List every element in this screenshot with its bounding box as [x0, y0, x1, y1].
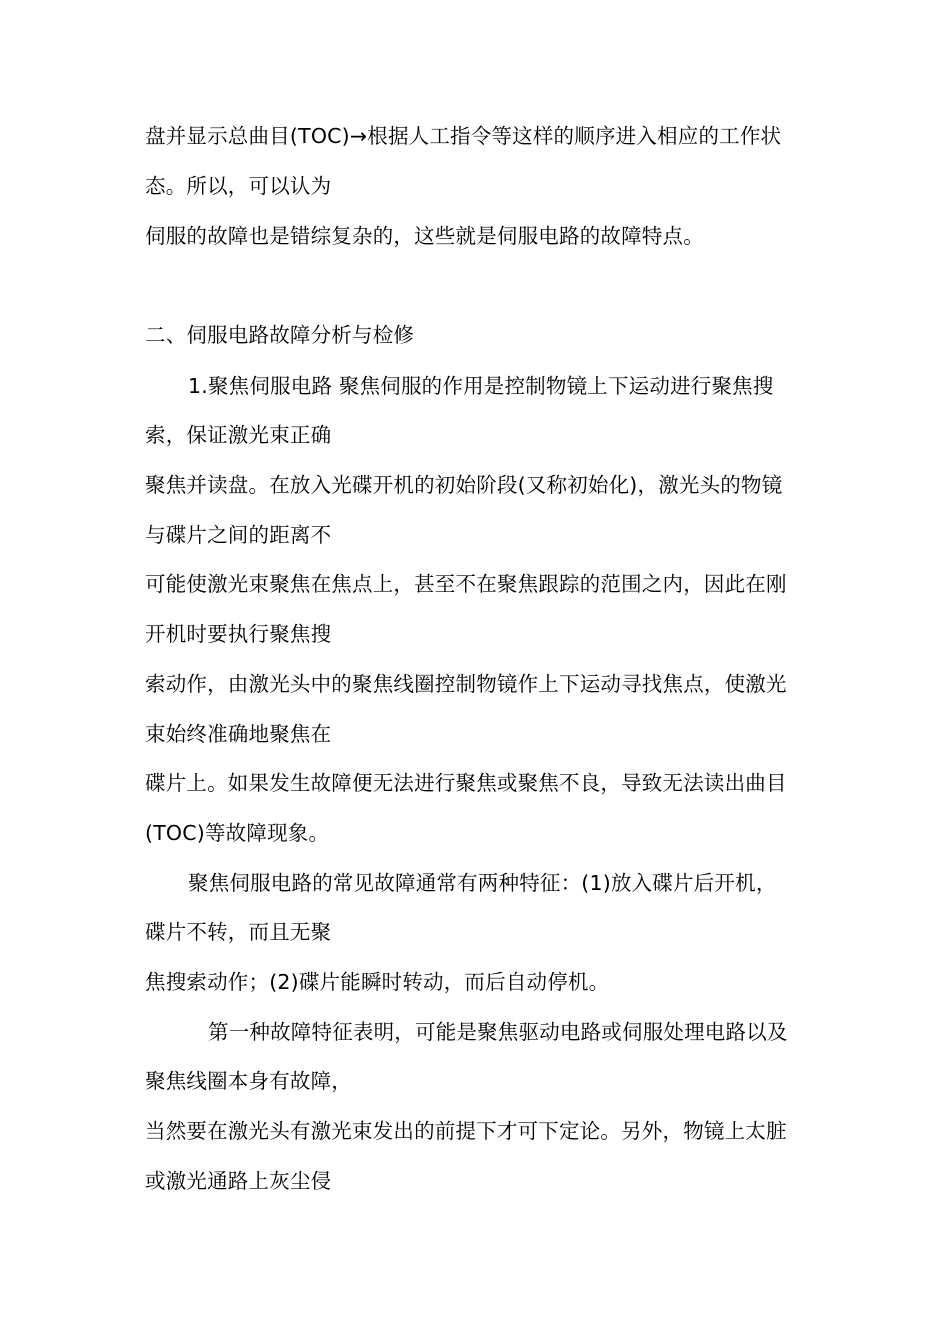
text-line-6: 索，保证激光束正确 — [145, 423, 332, 447]
text-line-3: 伺服的故障也是错综复杂的，这些就是伺服电路的故障特点。 — [145, 224, 704, 248]
text-line-8: 与碟片之间的距离不 — [145, 523, 332, 547]
text-line-2: 态。所以，可以认为 — [145, 174, 332, 198]
text-line-5: 1.聚焦伺服电路 聚焦伺服的作用是控制物镜上下运动进行聚焦搜 — [188, 374, 774, 398]
text-line-21: 或激光通路上灰尘侵 — [145, 1169, 332, 1193]
text-line-9: 可能使激光束聚焦在焦点上，甚至不在聚焦跟踪的范围之内，因此在刚 — [145, 572, 787, 596]
text-line-1: 盘并显示总曲目(TOC)→根据人工指令等这样的顺序进入相应的工作状 — [145, 124, 782, 148]
text-line-11: 索动作，由激光头中的聚焦线圈控制物镜作上下运动寻找焦点，使激光 — [145, 672, 787, 696]
section-heading: 二、伺服电路故障分析与检修 — [145, 323, 415, 347]
text-line-18: 第一种故障特征表明，可能是聚焦驱动电路或伺服处理电路以及 — [208, 1020, 788, 1044]
text-line-14: (TOC)等故障现象。 — [145, 821, 330, 845]
text-line-16: 碟片不转，而且无聚 — [145, 920, 332, 944]
text-line-15: 聚焦伺服电路的常见故障通常有两种特征：(1)放入碟片后开机， — [188, 871, 777, 895]
text-line-19: 聚焦线圈本身有故障， — [145, 1069, 352, 1093]
text-line-7: 聚焦并读盘。在放入光碟开机的初始阶段(又称初始化)，激光头的物镜 — [145, 473, 783, 497]
text-line-13: 碟片上。如果发生故障便无法进行聚焦或聚焦不良，导致无法读出曲目 — [145, 771, 787, 795]
text-line-10: 开机时要执行聚焦搜 — [145, 622, 332, 646]
text-line-12: 束始终准确地聚焦在 — [145, 722, 332, 746]
text-line-17: 焦搜索动作；(2)碟片能瞬时转动，而后自动停机。 — [145, 970, 610, 994]
text-line-20: 当然要在激光头有激光束发出的前提下才可下定论。另外，物镜上太脏 — [145, 1119, 787, 1143]
